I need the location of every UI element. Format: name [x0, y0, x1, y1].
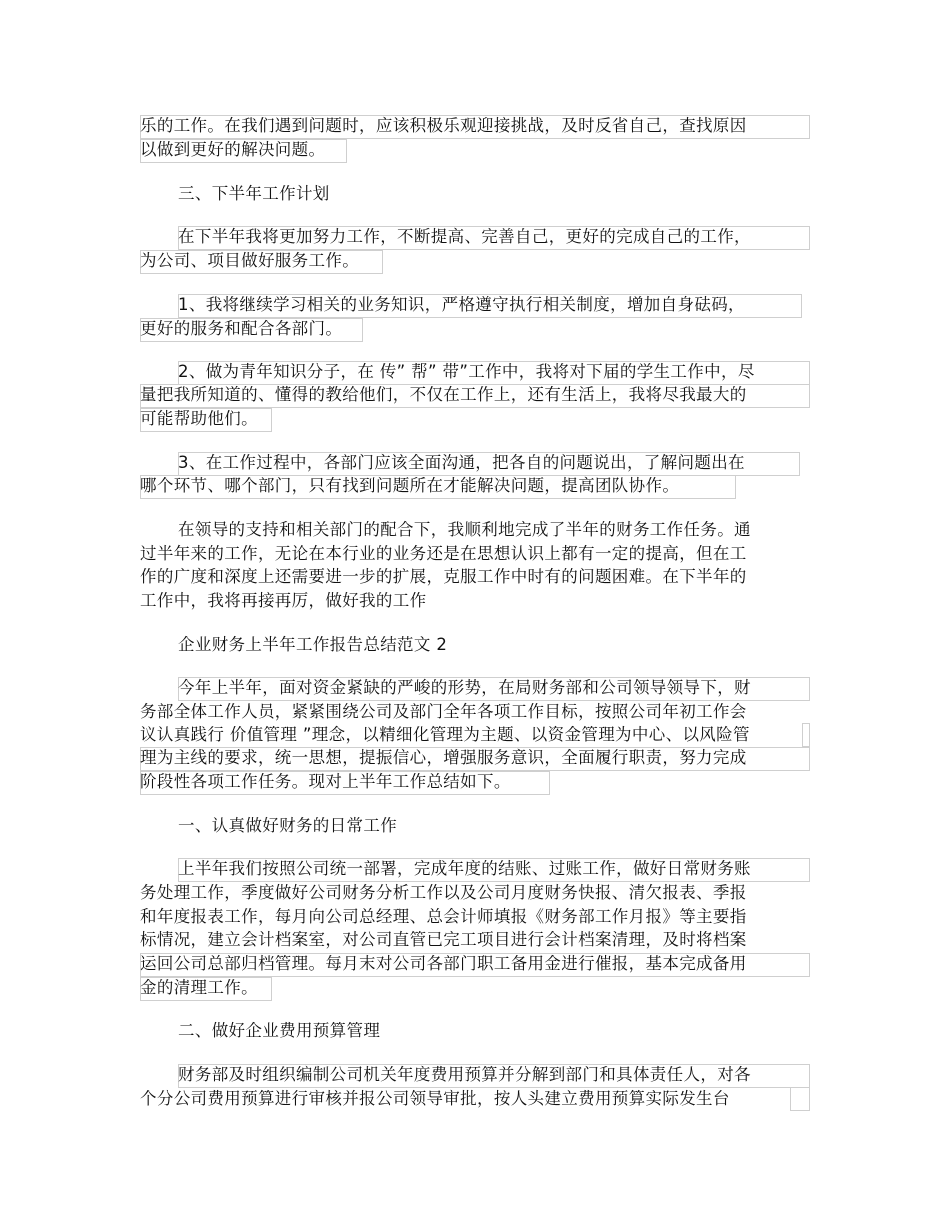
text-line: 1、我将继续学习相关的业务知识，严格遵守执行相关制度，增加自身砝码， [178, 295, 745, 314]
text-line: 在领导的支持和相关部门的配合下，我顺利地完成了半年的财务工作任务。通 [178, 520, 751, 539]
text-line: 阶段性各项工作任务。现对上半年工作总结如下。 [140, 772, 511, 791]
text-line: 乐的工作。在我们遇到问题时，应该积极乐观迎接挑战，及时反省自己，查找原因 [140, 116, 747, 135]
text-box [790, 1087, 810, 1111]
document-title: 企业财务上半年工作报告总结范文 2 [178, 635, 448, 654]
text-line: 以做到更好的解决问题。 [140, 140, 326, 159]
text-line: 上半年我们按照公司统一部署，完成年度的结账、过账工作，做好日常财务账 [178, 859, 751, 878]
text-line: 今年上半年，面对资金紧缺的严峻的形势，在局财务部和公司领导领导下，财 [178, 678, 751, 697]
text-line: 更好的服务和配合各部门。 [140, 319, 343, 338]
text-line: 和年度报表工作，每月向公司总经理、总会计师填报《财务部工作月报》等主要指 [140, 907, 747, 926]
text-line: 务部全体工作人员，紧紧围绕公司及部门全年各项工作目标，按照公司年初工作会 [140, 702, 747, 721]
text-line: 个分公司费用预算进行审核并报公司领导审批，按人头建立费用预算实际发生台 [140, 1089, 730, 1108]
text-line: 为公司、项目做好服务工作。 [140, 251, 360, 270]
text-line: 量把我所知道的、懂得的教给他们，不仅在工作上，还有生活上，我将尽我最大的 [140, 385, 747, 404]
text-line: 理为主线的要求，统一思想，提振信心，增强服务意识，全面履行职责，努力完成 [140, 748, 747, 767]
text-line: 工作中，我将再接再厉，做好我的工作 [140, 591, 427, 610]
text-line: 标情况，建立会计档案室，对公司直管已完工项目进行会计档案清理，及时将档案 [140, 930, 747, 949]
text-line: 3、在工作过程中，各部门应该全面沟通，把各自的问题说出，了解问题出在 [178, 453, 745, 472]
section-heading: 一、认真做好财务的日常工作 [178, 816, 398, 835]
text-line: 哪个环节、哪个部门，只有找到问题所在才能解决问题，提高团队协作。 [140, 476, 680, 495]
text-line: 过半年来的工作，无论在本行业的业务还是在思想认识上都有一定的提高，但在工 [140, 544, 747, 563]
text-line: 在下半年我将更加努力工作，不断提高、完善自己，更好的完成自己的工作， [178, 227, 751, 246]
text-line: 运回公司总部归档管理。每月末对公司各部门职工备用金进行催报，基本完成备用 [140, 954, 747, 973]
text-box [802, 723, 810, 747]
text-line: 可能帮助他们。 [140, 409, 258, 428]
text-line: 务处理工作，季度做好公司财务分析工作以及公司月度财务快报、清欠报表、季报 [140, 883, 747, 902]
section-heading: 二、做好企业费用预算管理 [178, 1021, 381, 1040]
text-line: 财务部及时组织编制公司机关年度费用预算并分解到部门和具体责任人，对各 [178, 1065, 751, 1084]
text-line: 议认真践行 价值管理 ”理念，以精细化管理为主题、以资金管理为中心、以风险管 [140, 725, 750, 744]
text-line: 2、做为青年知识分子，在 传” 帮” 带”工作中，我将对下届的学生工作中，尽 [178, 362, 755, 381]
text-line: 金的清理工作。 [140, 978, 258, 997]
text-line: 作的广度和深度上还需要进一步的扩展，克服工作中时有的问题困难。在下半年的 [140, 567, 747, 586]
section-heading: 三、下半年工作计划 [178, 184, 330, 203]
